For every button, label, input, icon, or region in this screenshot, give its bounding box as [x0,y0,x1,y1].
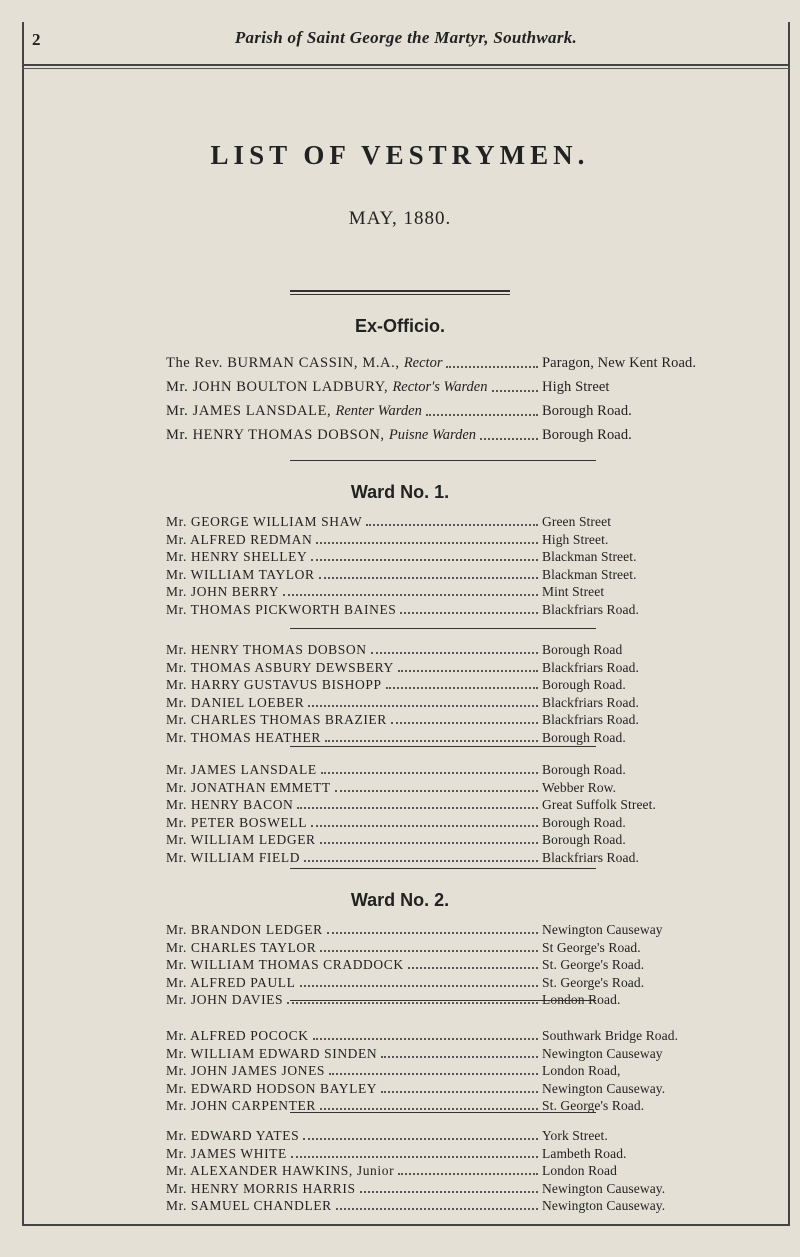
name-text: Mr. JOHN JAMES JONES [166,1063,326,1078]
dot-leader [325,740,538,742]
divider [290,290,510,292]
vestryman-address: London Road. [542,992,621,1007]
list-item [166,1144,746,1162]
name-text: Mr. HARRY GUSTAVUS BISHOPP [166,677,382,692]
name-text: Mr. THOMAS HEATHER [166,729,321,745]
document-title: LIST OF VESTRYMEN. [210,140,590,170]
vestryman-address: Blackman Street. [542,549,637,564]
vestryman-name [166,1128,299,1144]
vestryman-address: Newington Causeway [542,1045,663,1061]
vestryman-name [166,1146,287,1162]
vestryman-address: St. George's Road. [542,1098,645,1113]
list-item [166,813,746,831]
vestryman-name [166,1163,394,1179]
vestryman-name [166,660,394,676]
vestryman-address: St. George's Road. [542,974,645,990]
office-title: Renter Warden [335,403,422,419]
vestryman-name [166,1063,325,1079]
dot-leader [408,967,538,969]
divider [290,1000,596,1001]
dot-leader [400,612,538,614]
vestryman-address: Blackfriars Road. [542,849,639,865]
dot-leader [366,524,538,526]
vestryman-address: Great Suffolk Street. [542,797,656,812]
vestryman-name [166,403,422,420]
vestryman-name [166,922,323,938]
dot-leader [311,825,538,827]
name-text: Mr. ALFRED PAULL [166,974,296,990]
dot-leader [320,842,538,844]
vestryman-name [166,427,476,444]
vestryman-address: Southwark Bridge Road. [542,1028,679,1043]
list-item [166,728,746,746]
dot-leader [336,1208,538,1210]
vestryman-address: Green Street [542,514,612,529]
list-item [166,378,746,396]
name-text: The Rev. BURMAN CASSIN, M.A., [166,355,400,371]
list-item [166,693,746,711]
vestryman-name [166,584,279,600]
vestryman-address: Borough Road. [542,427,632,443]
name-text: Mr. HENRY THOMAS DOBSON, [166,427,385,443]
list-item [166,600,746,618]
name-text: Mr. EDWARD YATES [166,1128,300,1143]
list-item [166,1126,746,1144]
office-title: Rector's Warden [392,379,488,395]
list-item [166,547,746,565]
name-text: Mr. GEORGE WILLIAM SHAW [166,514,363,529]
list-item [166,565,746,583]
dot-leader [398,670,538,672]
vestryman-address: Paragon, New Kent Road. [542,355,697,371]
list-item [166,582,746,600]
vestryman-address: Newington Causeway. [542,1180,666,1196]
divider [290,294,510,295]
dot-leader [386,687,538,689]
vestryman-address: Blackman Street. [542,566,637,582]
name-text: Mr. JOHN BOULTON LADBURY, [166,379,389,395]
vestryman-name [166,379,488,396]
list-item [166,1061,746,1079]
vestryman-name [166,1198,332,1214]
divider [290,628,596,629]
list-item [166,938,746,956]
dot-leader [335,790,538,792]
name-text: Mr. EDWARD HODSON BAYLEY [166,1080,378,1096]
section-heading-ex-officio: Ex-Officio. [354,316,445,336]
list-item [166,354,746,372]
vestryman-name [166,355,442,372]
vestryman-address: High Street [542,379,610,395]
list-item [166,640,746,658]
name-text: Mr. THOMAS PICKWORTH BAINES [166,601,397,617]
dot-leader [320,950,538,952]
divider [290,460,596,461]
dot-leader [371,652,538,654]
name-text: Mr. CHARLES THOMAS BRAZIER [166,712,387,727]
vestryman-name [166,1028,309,1044]
vestryman-address: London Road [542,1163,617,1178]
divider [290,746,596,747]
vestryman-name [166,602,396,618]
vestryman-address: Mint Street [542,584,605,599]
dot-leader [327,932,538,934]
dot-leader [311,559,538,561]
vestryman-name [166,532,312,548]
name-text: Mr. WILLIAM LEDGER [166,832,316,847]
vestryman-name [166,514,362,530]
running-head: Parish of Saint George the Martyr, Southwark. [234,28,578,47]
divider [290,1112,596,1113]
name-text: Mr. ALFRED REDMAN [166,531,313,547]
dot-leader [308,705,538,707]
list-item [166,530,746,548]
dot-leader [319,577,538,579]
vestryman-address: High Street. [542,531,609,547]
vestryman-address: Borough Road. [542,814,626,830]
list-item [166,920,746,938]
dot-leader [300,985,539,987]
name-text: Mr. CHARLES TAYLOR [166,939,317,955]
list-item [166,955,746,973]
dot-leader [480,438,538,440]
dot-leader [391,722,538,724]
vestryman-address: Webber Row. [542,779,617,795]
vestryman-address: Borough Road. [542,832,626,847]
name-text: Mr. JOHN DAVIES [166,992,284,1007]
vestryman-address: London Road, [542,1063,621,1078]
list-item [166,778,746,796]
vestryman-address: Blackfriars Road. [542,601,639,617]
list-item [166,1179,746,1197]
dot-leader [360,1191,538,1193]
name-text: Mr. JONATHAN EMMETT [166,779,331,795]
list-item [166,426,746,444]
dot-leader [398,1173,538,1175]
dot-leader [287,1002,538,1004]
name-text: Mr. ALFRED POCOCK [166,1028,309,1043]
list-item [166,512,746,530]
vestryman-name [166,762,317,778]
name-text: Mr. JAMES LANSDALE [166,762,317,777]
vestryman-name [166,832,316,848]
name-text: Mr. HENRY MORRIS HARRIS [166,1180,356,1196]
vestryman-name [166,712,387,728]
dot-leader [381,1056,538,1058]
vestryman-name [166,730,321,746]
list-item [166,990,746,1008]
vestryman-name [166,1181,356,1197]
list-item [166,675,746,693]
vestryman-address: Borough Road. [542,729,626,745]
vestryman-name [166,677,382,693]
name-text: Mr. WILLIAM EDWARD SINDEN [166,1045,378,1061]
vestryman-name [166,850,300,866]
name-text: Mr. ALEXANDER HAWKINS, Junior [166,1163,395,1178]
list-item [166,402,746,420]
name-text: Mr. WILLIAM TAYLOR [166,566,315,582]
vestryman-address: Newington Causeway. [542,1080,666,1096]
dot-leader [291,1156,538,1158]
vestryman-address: St. George's Road. [542,957,645,972]
vestryman-address: Borough Road. [542,762,626,777]
vestryman-name [166,797,293,813]
vestryman-address: Lambeth Road. [542,1145,627,1161]
list-item [166,1044,746,1062]
section-heading-ward-1: Ward No. 1. [350,482,450,502]
vestryman-name [166,642,367,658]
vestryman-address: Borough Road. [542,403,632,419]
vestryman-name [166,567,315,583]
vestryman-name [166,1081,377,1097]
vestryman-address: Borough Road. [542,677,626,692]
name-text: Mr. HENRY THOMAS DOBSON [166,642,367,657]
list-item [166,795,746,813]
name-text: Mr. SAMUEL CHANDLER [166,1198,332,1213]
vestryman-address: York Street. [542,1128,608,1143]
list-item [166,848,746,866]
vestryman-name [166,957,404,973]
list-item [166,1161,746,1179]
office-title: Rector [403,355,443,371]
page-number: 2 [32,30,41,49]
name-text: Mr. DANIEL LOEBER [166,694,305,710]
name-text: Mr. JOHN CARPENTER [166,1098,316,1113]
list-item [166,830,746,848]
vestryman-address: Blackfriars Road. [542,659,639,675]
name-text: Mr. THOMAS ASBURY DEWSBERY [166,659,394,675]
list-item [166,1196,746,1214]
vestryman-address: Blackfriars Road. [542,712,639,727]
vestryman-address: St George's Road. [542,939,641,955]
divider [290,868,596,869]
dot-leader [492,390,539,392]
dot-leader [381,1091,538,1093]
name-text: Mr. HENRY SHELLEY [166,549,308,564]
dot-leader [321,772,538,774]
list-item [166,658,746,676]
page-header [22,20,790,66]
list-item [166,1079,746,1097]
vestryman-name [166,1046,377,1062]
vestryman-address: Blackfriars Road. [542,694,639,710]
dot-leader [283,594,538,596]
name-text: Mr. JAMES WHITE [166,1145,287,1161]
dot-leader [313,1038,538,1040]
vestryman-name [166,695,304,711]
vestryman-name [166,940,316,956]
name-text: Mr. PETER BOSWELL [166,814,308,830]
dot-leader [446,366,538,368]
vestryman-address: Newington Causeway [542,922,663,937]
vestryman-name [166,815,307,831]
dot-leader [297,807,538,809]
vestryman-name [166,780,331,796]
list-item [166,973,746,991]
name-text: Mr. WILLIAM THOMAS CRADDOCK [166,957,404,972]
section-heading-ward-2: Ward No. 2. [350,890,450,910]
list-item [166,760,746,778]
header-rule [22,64,790,69]
vestryman-address: Newington Causeway. [542,1198,666,1213]
list-item [166,710,746,728]
vestryman-address: Borough Road [542,642,623,657]
name-text: Mr. HENRY BACON [166,797,294,812]
name-text: Mr. WILLIAM FIELD [166,849,301,865]
name-text: Mr. JAMES LANSDALE, [166,403,332,419]
dot-leader [303,1138,538,1140]
vestryman-name [166,549,307,565]
dot-leader [426,414,538,416]
dot-leader [320,1108,538,1110]
document-date: MAY, 1880. [348,208,452,229]
vestryman-name [166,975,296,991]
dot-leader [304,860,538,862]
dot-leader [329,1073,538,1075]
office-title: Puisne Warden [388,427,477,443]
name-text: Mr. BRANDON LEDGER [166,922,323,937]
vestryman-name [166,992,283,1008]
list-item [166,1026,746,1044]
dot-leader [316,542,538,544]
name-text: Mr. JOHN BERRY [166,584,280,599]
